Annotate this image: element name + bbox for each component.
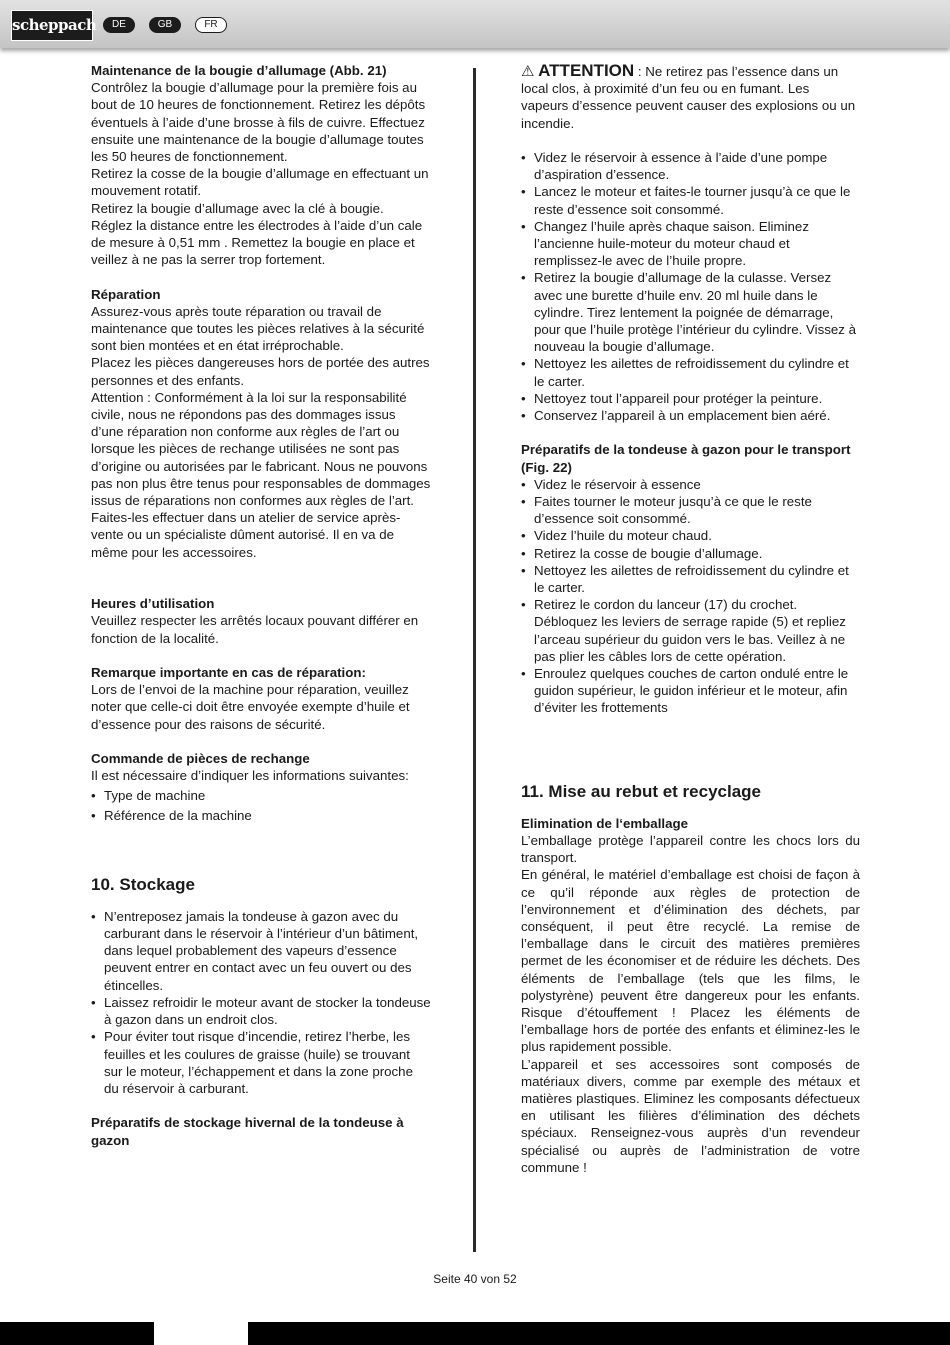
list-item: • Conservez l’appareil à un emplacement bien aéré. (521, 407, 860, 424)
page-number: Seite 40 von 52 (433, 1272, 517, 1286)
spark-plug-paragraph: Réglez la distance entre les électrodes à l’aide d’un cale de mesure à 0,51 mm . Remettez la bougie en place et veillez à ne pas la serrer trop fortement. (91, 217, 423, 268)
spare-parts-heading: Commande de pièces de rechange (91, 751, 310, 767)
attention-notice (521, 62, 860, 132)
list-item: • Nettoyez les ailettes de refroidissement du cylindre et le carter. (521, 355, 860, 389)
list-item: • Type de machine (91, 787, 431, 804)
list-item: • Pour éviter tout risque d’incendie, retirez l’herbe, les feuilles et les coulures de graisse (huile) se trouvant sur le moteur, l’échappement et dans la zone proche du réservoir à carburant. (91, 1028, 431, 1097)
page-header (0, 0, 950, 48)
list-item: • Lancez le moteur et faites-le tourner jusqu’à ce que le reste d’essence soit consommé. (521, 183, 860, 217)
spare-parts-list (91, 787, 431, 823)
repair-remark-paragraph: Lors de l’envoi de la machine pour réparation, veuillez noter que celle-ci doit être envoyée exempte d’huile et d’essence pour des raisons de sécurité. (91, 682, 410, 732)
winter-storage-list (521, 149, 860, 424)
packaging-paragraph: L’appareil et ses accessoires sont composés de matériaux divers, comme par exemple des métaux et matières plastiques. Eliminez les composants défectueux en utilisant les filières d’élimination des déchets spéciaux. Renseignez-vous auprès d’un revendeur spécialisé ou auprès de l’administration de votre commune ! (521, 1056, 860, 1175)
list-item: • Nettoyez tout l’appareil pour protéger la peinture. (521, 390, 860, 407)
list-item: • Videz le réservoir à essence à l’aide d’une pompe d’aspiration d’essence. (521, 149, 860, 183)
left-column (91, 62, 431, 1149)
transport-heading: Préparatifs de la tondeuse à gazon pour le transport (Fig. 22) (521, 442, 851, 475)
disposal-section-title: 11. Mise au rebut et recyclage (521, 781, 762, 801)
usage-hours-heading: Heures d’utilisation (91, 596, 215, 612)
list-item: • Nettoyez les ailettes de refroidissement du cylindre et le carter. (521, 562, 860, 596)
repair-paragraph: Placez les pièces dangereuses hors de portée des autres personnes et des enfants. (91, 355, 430, 388)
scheppach-logo: scheppach (11, 10, 93, 41)
packaging-paragraph: L’emballage protège l’appareil contre les chocs lors du transport. (521, 832, 860, 866)
warning-icon: ⚠ (521, 63, 535, 80)
packaging-paragraph: En général, le matériel d’emballage est choisi de façon à ce qu’il réponde aux règles de protection de l’environnement et d’élimination des déchets, par conséquent, il peut être recyclé. La remise de l’emballage dans le circuit des matières premières permet de les économiser et de réduire les déchets. Des éléments de l’emballage (tels que les films, le polystyrène) peuvent être dangereux pour les enfants. Risque d’étouffement ! Placez les éléments de l’emballage hors de portée des enfants et éliminez-les le plus rapidement possible. (521, 867, 860, 1055)
footer-bar-right (248, 1322, 950, 1345)
repair-paragraph: Attention : Conformément à la loi sur la responsabilité civile, nous ne répondons pas des dommages issus d’une réparation non conforme aux règles de l’art ou lorsque les pièces de rechange utilisées ne sont pas d’origine ou autorisées par le fabricant. Nous ne pouvons pas non plus être tenus pour responsables de dommages issus de réparations non conformes aux règles de l’art. (91, 389, 431, 509)
list-item: • Faites tourner le moteur jusqu’à ce que le reste d’essence soit consommé. (521, 493, 860, 527)
storage-list (91, 908, 431, 1097)
list-item: • Référence de la machine (91, 807, 431, 824)
transport-list (521, 476, 860, 717)
lang-badge-de[interactable]: DE (103, 17, 135, 33)
list-item: • Videz l’huile du moteur chaud. (521, 527, 860, 544)
storage-section-title: 10. Stockage (91, 874, 195, 894)
lang-badge-gb[interactable]: GB (149, 17, 181, 33)
right-column (521, 62, 860, 1176)
list-item: • Retirez la bougie d’allumage de la culasse. Versez avec une burette d’huile env. 20 ml huile dans le cylindre. Tirez lentement la poignée de démarrage, pour que l’huile protège l’intérieur du cylindre. Vissez à nouveau la bougie d’allumage. (521, 269, 860, 355)
repair-remark-heading: Remarque importante en cas de réparation: (91, 665, 366, 681)
footer-bar-left (0, 1322, 154, 1345)
lang-badge-fr[interactable]: FR (195, 17, 227, 33)
column-divider (473, 68, 476, 1252)
list-item: • Changez l’huile après chaque saison. Eliminez l’ancienne huile-moteur du moteur chaud et remplissez-le avec de l’huile propre. (521, 218, 860, 270)
list-item: • Enroulez quelques couches de carton ondulé entre le guidon supérieur, le guidon inférieur et le moteur, afin d’éviter les frottements (521, 665, 860, 717)
list-item: • Videz le réservoir à essence (521, 476, 860, 493)
winter-storage-heading: Préparatifs de stockage hivernal de la tondeuse à gazon (91, 1115, 404, 1148)
spark-plug-paragraph: Retirez la bougie d’allumage avec la clé à bougie. (91, 200, 384, 216)
repair-paragraph: Assurez-vous après toute réparation ou travail de maintenance que toutes les pièces relatives à la sécurité sont bien montées et en état irréprochable. (91, 303, 425, 354)
spark-plug-heading: Maintenance de la bougie d’allumage (Abb. 21) (91, 63, 387, 78)
repair-heading: Réparation (91, 286, 161, 302)
spark-plug-paragraph: Retirez la cosse de la bougie d’allumage en effectuant un mouvement rotatif. (91, 166, 429, 199)
list-item: • Retirez le cordon du lanceur (17) du crochet. Débloquez les leviers de serrage rapide (5) et repliez l’arceau supérieur du guidon vers le bas. Veillez à ne pas plier les câbles lors de cette opération. (521, 596, 860, 665)
packaging-heading: Elimination de l‘emballage (521, 815, 688, 831)
repair-paragraph: Faites-les effectuer dans un atelier de service après-vente ou un spécialiste dûment autorisé. Il en va de même pour les accessoires. (91, 510, 401, 560)
attention-text: : Ne retirez pas l’essence dans un local clos, à proximité d’un feu ou en fumant. Les vapeurs d’essence peuvent causer des explosions ou un incendie. (521, 64, 856, 131)
spare-parts-paragraph: Il est nécessaire d’indiquer les informations suivantes: (91, 768, 409, 784)
spark-plug-paragraph: Contrôlez la bougie d’allumage pour la première fois au bout de 10 heures de fonctionnement. Retirez les dépôts éventuels à l’aide d’une brosse à fils de cuivre. Effectuez ensuite une maintenance de la bougie d’allumage toutes les 50 heures de fonctionnement. (91, 80, 426, 165)
list-item: • Retirez la cosse de bougie d’allumage. (521, 545, 860, 562)
usage-hours-paragraph: Veuillez respecter les arrêtés locaux pouvant différer en fonction de la localité. (91, 613, 419, 646)
list-item: • Laissez refroidir le moteur avant de stocker la tondeuse à gazon dans un endroit clos. (91, 994, 431, 1028)
attention-label: ATTENTION (538, 61, 635, 80)
list-item: • N’entreposez jamais la tondeuse à gazon avec du carburant dans le réservoir à l’intérieur d’un bâtiment, dans lequel probablement des vapeurs d’essence peuvent entrer en contact avec un feu ouvert ou des étincelles. (91, 908, 431, 994)
